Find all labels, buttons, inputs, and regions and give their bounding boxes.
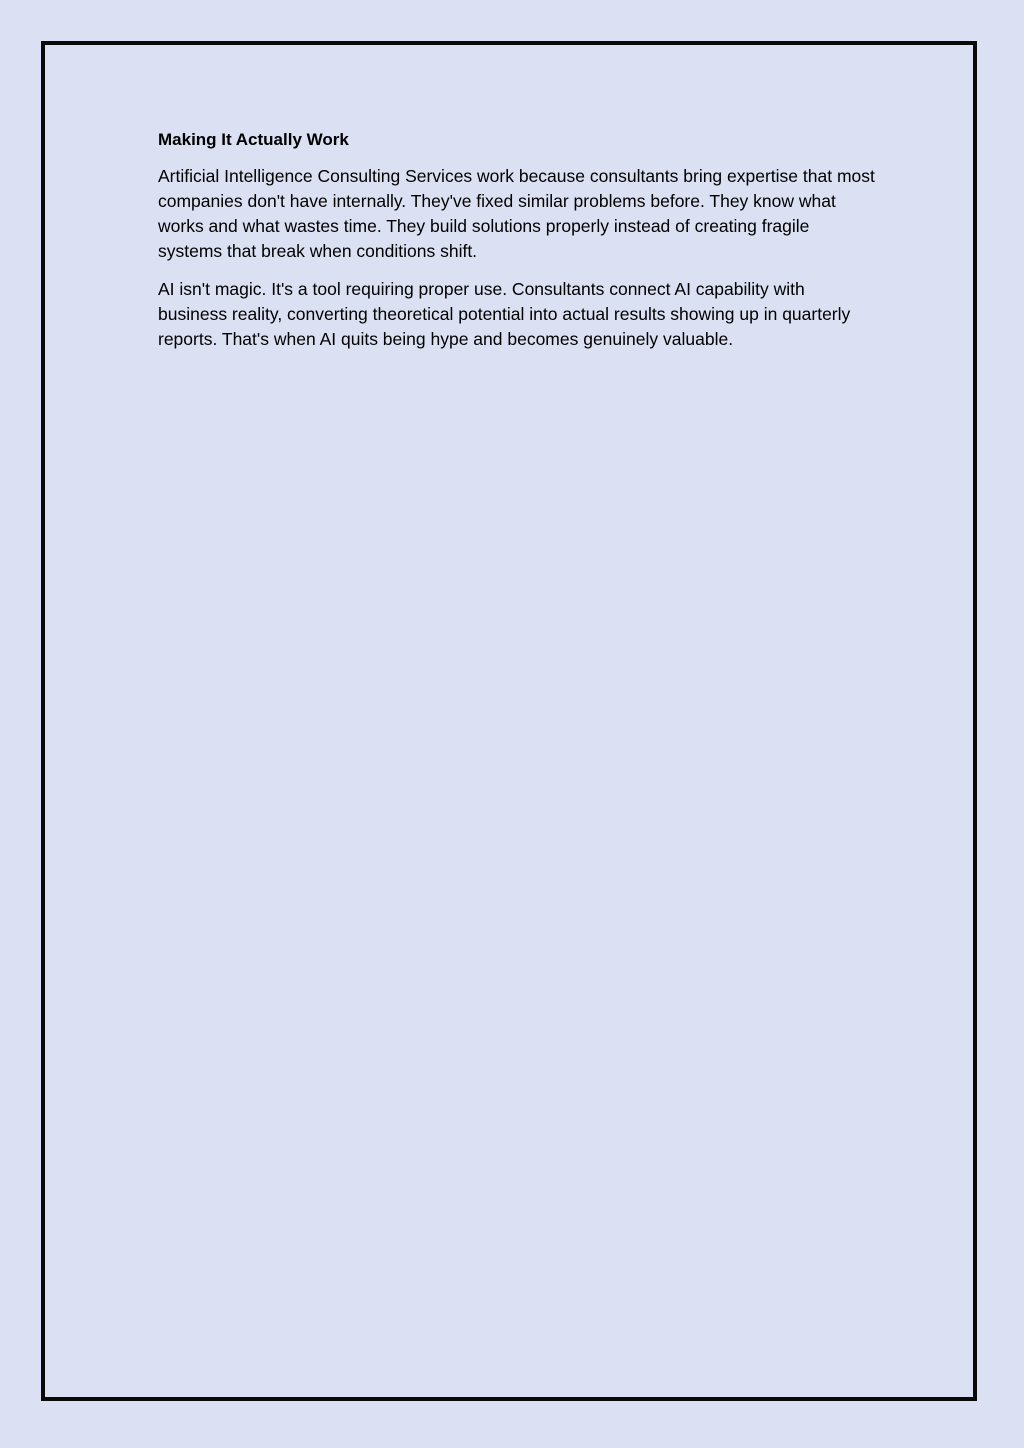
page-frame [41,41,977,1401]
paragraph: AI isn't magic. It's a tool requiring proper use. Consultants connect AI capability with business reality, converting theoretical potential into actual results showing up in quarterly reports. That's when AI quits being hype and becomes genuinely valuable. [158,279,851,349]
document-content [158,129,878,365]
section-heading: Making It Actually Work [158,130,349,149]
paragraph: Artificial Intelligence Consulting Services work because consultants bring expertise that most companies don't have internally. They've fixed similar problems before. They know what works and what wastes time. They build solutions properly instead of creating fragile systems that break when conditions shift. [158,166,875,261]
